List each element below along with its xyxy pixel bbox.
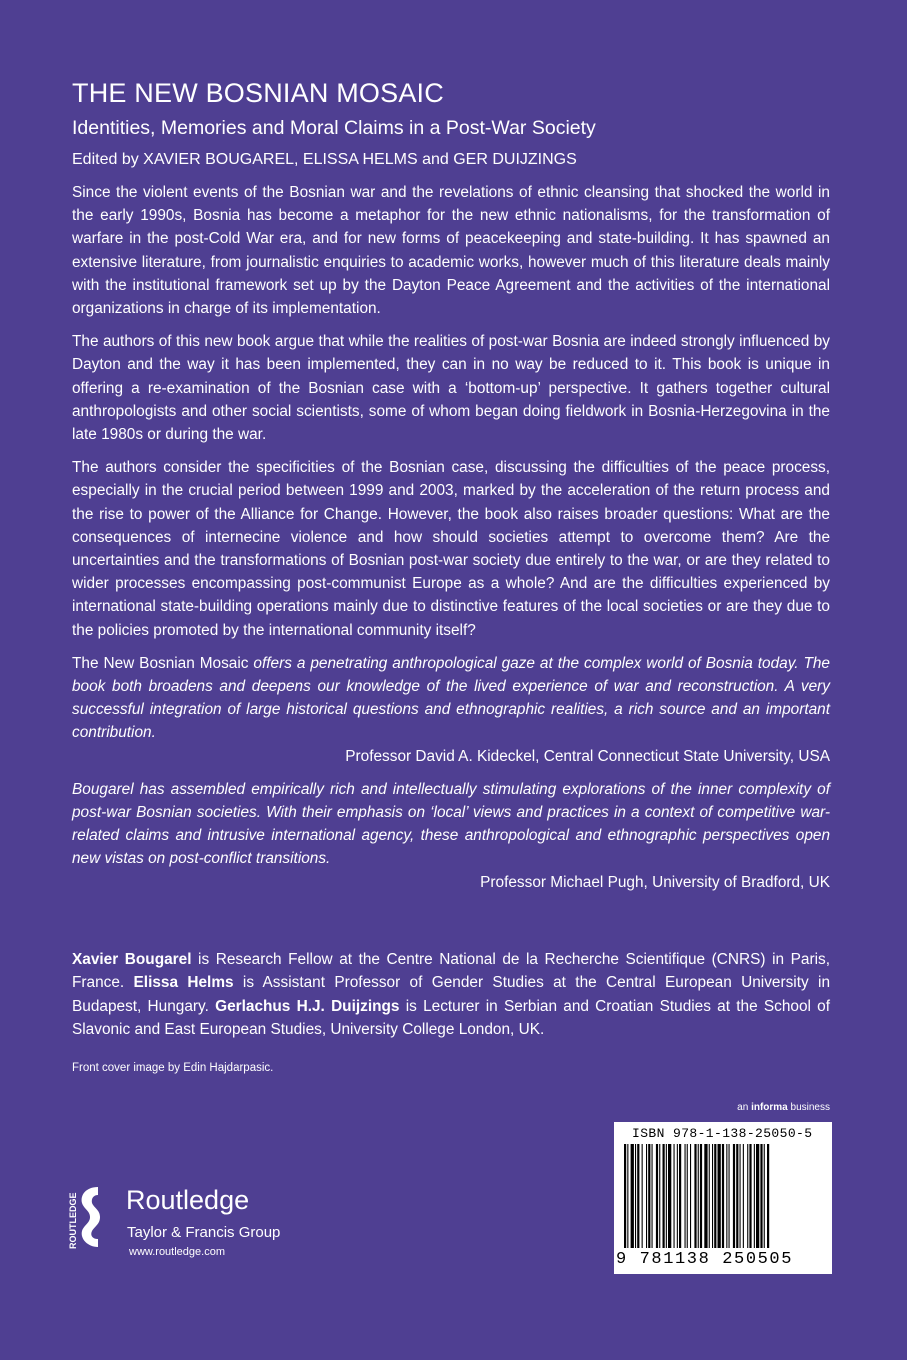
review-attribution: Professor Michael Pugh, University of Bradford, UK — [480, 873, 830, 891]
barcode-bars — [624, 1144, 824, 1250]
publisher-name: Routledge — [126, 1185, 250, 1215]
review-quote — [72, 652, 830, 768]
routledge-vertical-wordmark: ROUTLEDGE — [68, 1192, 78, 1249]
quote-body: Bougarel has assembled empirically rich and intellectually stimulating explorations of the inner complexity of post-war Bosnian societies. With their emphasis on ‘local’ views and practices in a context of competitive war-related claims and intrusive international agency, these anthropological and ethnographic perspectives open new vistas on post-conflict transitions. — [72, 780, 830, 868]
editor-bios — [72, 948, 830, 1042]
book-title: THE NEW BOSNIAN MOSAIC — [72, 78, 444, 108]
blurb — [72, 181, 830, 904]
bio-name: Xavier Bougarel — [72, 951, 192, 968]
blurb-paragraph: The authors of this new book argue that while the realities of post-war Bosnia are indeed strongly influenced by Dayton and the way it has been implemented, they can in no way be reduced to it. This book is unique in offering a re-examination of the Bosnian case with a ‘bottom-up’ perspective. It gathers together cultural anthropologists and other social scientists, some of whom began doing fieldwork in Bosnia-Herzegovina in the late 1980s or during the war. — [72, 333, 830, 444]
blurb-paragraph: The authors consider the specificities of the Bosnian case, discussing the difficulties of the peace process, especially in the crucial period between 1999 and 2003, marked by the acceleration of the return process and the rise to power of the Alliance for Change. However, the book also raises broader questions: What are the consequences of internecine violence and how should societies attempt to overcome them? Are the uncertainties and the transformations of Bosnian post-war society due entirely to the war, or are they related to wider processes encompassing post-communist Europe as a whole? And are the difficulties experienced by international state-building operations mainly due to distinctive features of the local societies or are they due to the policies promoted by the international community itself? — [72, 459, 830, 639]
isbn-label: ISBN 978-1-138-25050-5 — [632, 1126, 813, 1141]
quote-book-title: The New Bosnian Mosaic — [72, 654, 249, 672]
editors-line: Edited by XAVIER BOUGAREL, ELISSA HELMS and GER DUIJZINGS — [72, 151, 577, 168]
review-quote — [72, 778, 830, 894]
bio-name: Gerlachus H.J. Duijzings — [215, 997, 400, 1015]
publisher-url: www.routledge.com — [129, 1246, 225, 1258]
blurb-paragraph: Since the violent events of the Bosnian war and the revelations of ethnic cleansing that shocked the world in the early 1990s, Bosnia has become a metaphor for the new ethnic nationalisms, for the transformation of warfare in the post-Cold War era, and for new forms of peacekeeping and state-building. It has spawned an extensive literature, from journalistic enquiries to academic works, however much of this literature deals mainly with the institutional framework set up by the Dayton Peace Agreement and the activities of the international organizations in charge of its implementation. — [72, 184, 830, 318]
bio-text: is Lecturer in Serbian and Croatian Studies at the School of Slavonic and East European Studies, University College London, UK. — [72, 997, 830, 1039]
quote-body: offers a penetrating anthropological gaze at the complex world of Bosnia today. The book both broadens and deepens our knowledge of the lived experience of war and reconstruction. A very successful integration of large historical questions and ethnographic realities, a rich source and an important contribution. — [72, 654, 830, 742]
bio-text: is Research Fellow at the Centre National de la Recherche Scientifique (CNRS) in Paris, France. — [72, 951, 830, 992]
bio-text: is Assistant Professor of Gender Studies at the Central European University in Budapest, Hungary. — [72, 974, 831, 1015]
routledge-logo-icon — [68, 1183, 120, 1255]
informa-business-tag: an informa business — [737, 1102, 830, 1113]
review-quote-text — [72, 652, 830, 745]
barcode-digits: 9 781138 250505 — [616, 1250, 794, 1269]
review-quote-text — [72, 778, 830, 871]
review-attribution: Professor David A. Kideckel, Central Connecticut State University, USA — [345, 747, 830, 765]
cover-image-credit: Front cover image by Edin Hajdarpasic. — [72, 1062, 274, 1074]
publisher-group: Taylor & Francis Group — [127, 1224, 281, 1241]
isbn-barcode — [614, 1122, 832, 1274]
bio-name: Elissa Helms — [133, 974, 234, 992]
informa-brand: informa — [751, 1102, 788, 1113]
book-subtitle: Identities, Memories and Moral Claims in a Post-War Society — [72, 117, 596, 139]
